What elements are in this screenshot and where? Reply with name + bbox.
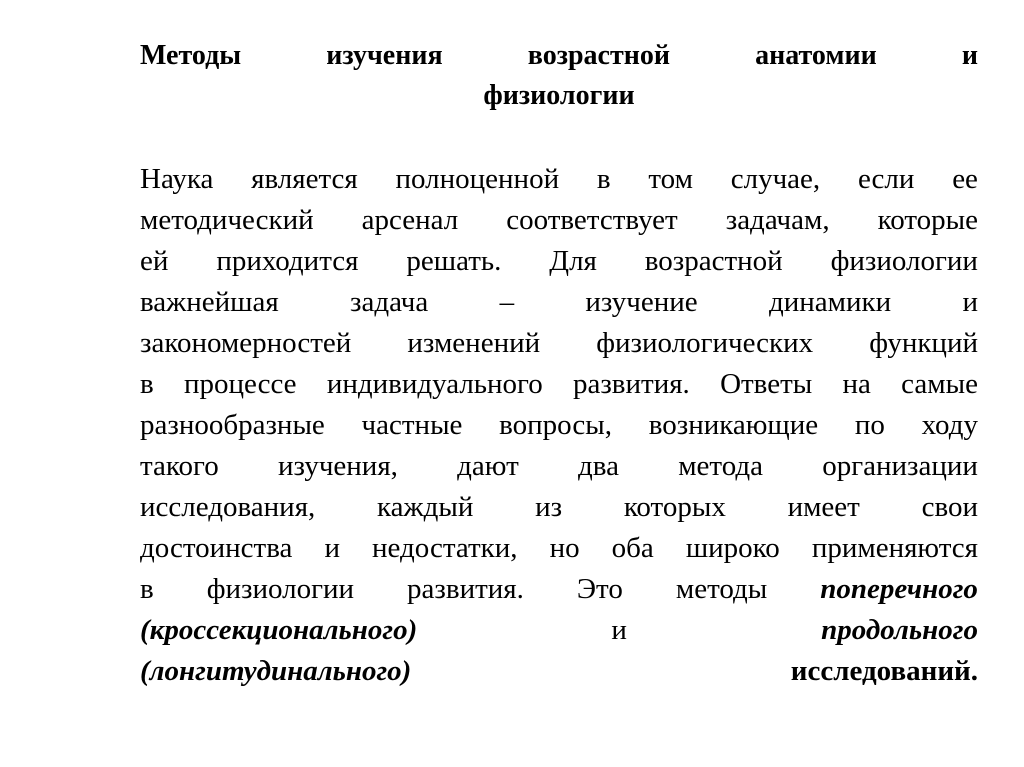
body-word: динамики <box>768 286 892 318</box>
body-word: и <box>611 614 627 646</box>
body-word: случае, <box>730 163 821 195</box>
body-word: том <box>648 163 693 195</box>
slide-content <box>140 36 978 692</box>
title-word: анатомии <box>755 40 877 71</box>
body-line-8 <box>140 446 978 487</box>
title-word: изучения <box>326 40 443 71</box>
body-word: недостатки, <box>372 532 518 564</box>
body-word: процессе <box>183 368 297 400</box>
emphasis-transverse: поперечного <box>820 573 978 605</box>
body-word: которых <box>623 491 726 523</box>
body-word: два <box>578 450 619 482</box>
body-word: возрастной <box>644 245 783 277</box>
body-word: в <box>140 573 154 605</box>
body-word: разнообразные <box>140 409 325 441</box>
body-word: и <box>324 532 340 564</box>
body-line-9 <box>140 487 978 528</box>
body-word: если <box>857 163 915 195</box>
body-word: физиологии <box>206 573 355 605</box>
body-word: функций <box>869 327 978 359</box>
body-word: решать. <box>406 245 502 277</box>
body-line-10 <box>140 528 978 569</box>
body-word: имеет <box>787 491 860 523</box>
body-word: задачам, <box>725 204 830 236</box>
title-word: возрастной <box>527 40 670 71</box>
body-word: каждый <box>377 491 474 523</box>
title-word: Методы <box>140 40 242 71</box>
body-word: широко <box>685 532 780 564</box>
body-word: но <box>549 532 580 564</box>
title-line-2: физиологии <box>483 80 635 111</box>
body-word: изменений <box>407 327 541 359</box>
body-word: ее <box>952 163 978 195</box>
body-word: в <box>140 368 154 400</box>
body-word: приходится <box>216 245 359 277</box>
body-line-4 <box>140 282 978 323</box>
body-word: которые <box>877 204 978 236</box>
body-word: частные <box>361 409 463 441</box>
body-word: самые <box>901 368 978 400</box>
body-word: из <box>535 491 563 523</box>
body-word: метода <box>678 450 763 482</box>
emphasis-cross-sectional: (кроссекционального) <box>140 614 418 646</box>
body-line-5 <box>140 323 978 364</box>
body-line-13 <box>140 651 978 692</box>
body-word: важнейшая <box>140 286 279 318</box>
body-word: изучения, <box>277 450 398 482</box>
emphasis-longitudinal-ru: продольного <box>821 614 978 646</box>
body-word: полноценной <box>395 163 560 195</box>
body-word: ей <box>140 245 169 277</box>
body-word: исследования, <box>140 491 316 523</box>
body-line-1 <box>140 159 978 200</box>
body-word: организации <box>822 450 978 482</box>
body-word: изучение <box>585 286 698 318</box>
body-word: возникающие <box>648 409 819 441</box>
body-word: вопросы, <box>499 409 613 441</box>
body-word: ходу <box>921 409 978 441</box>
body-word: в <box>596 163 611 195</box>
body-word: достоинства <box>140 532 293 564</box>
body-word: на <box>842 368 871 400</box>
title-line-1 <box>140 36 978 76</box>
body-word: методический <box>140 204 314 236</box>
spacer <box>140 116 978 159</box>
body-word: Для <box>549 245 597 277</box>
body-word: такого <box>140 450 219 482</box>
body-word: и <box>962 286 978 318</box>
body-word: арсенал <box>361 204 459 236</box>
body-word: соответствует <box>506 204 678 236</box>
body-word: физиологических <box>596 327 814 359</box>
body-word: физиологии <box>830 245 978 277</box>
body-line-6 <box>140 364 978 405</box>
body-word: развития. <box>407 573 524 605</box>
body-word: методы <box>675 573 768 605</box>
body-word: – <box>499 286 515 318</box>
body-word: задача <box>350 286 429 318</box>
body-word: индивидуального <box>326 368 543 400</box>
body-line-2 <box>140 200 978 241</box>
body-line-11 <box>140 569 978 610</box>
emphasis-longitudinal: (лонгитудинального) <box>140 655 412 687</box>
body-word: дают <box>457 450 519 482</box>
body-word: применяются <box>811 532 978 564</box>
body-word: закономерностей <box>140 327 352 359</box>
body-line-3 <box>140 241 978 282</box>
body-word: Это <box>576 573 623 605</box>
body-line-12 <box>140 610 978 651</box>
body-word: Ответы <box>720 368 813 400</box>
body-word: оба <box>611 532 654 564</box>
body-word: является <box>251 163 358 195</box>
title-word: и <box>961 40 978 71</box>
body-line-7 <box>140 405 978 446</box>
body-word: свои <box>921 491 978 523</box>
body-word: Наука <box>140 163 214 195</box>
final-word: исследований. <box>790 655 978 687</box>
body-word: по <box>854 409 885 441</box>
body-word: развития. <box>572 368 690 400</box>
